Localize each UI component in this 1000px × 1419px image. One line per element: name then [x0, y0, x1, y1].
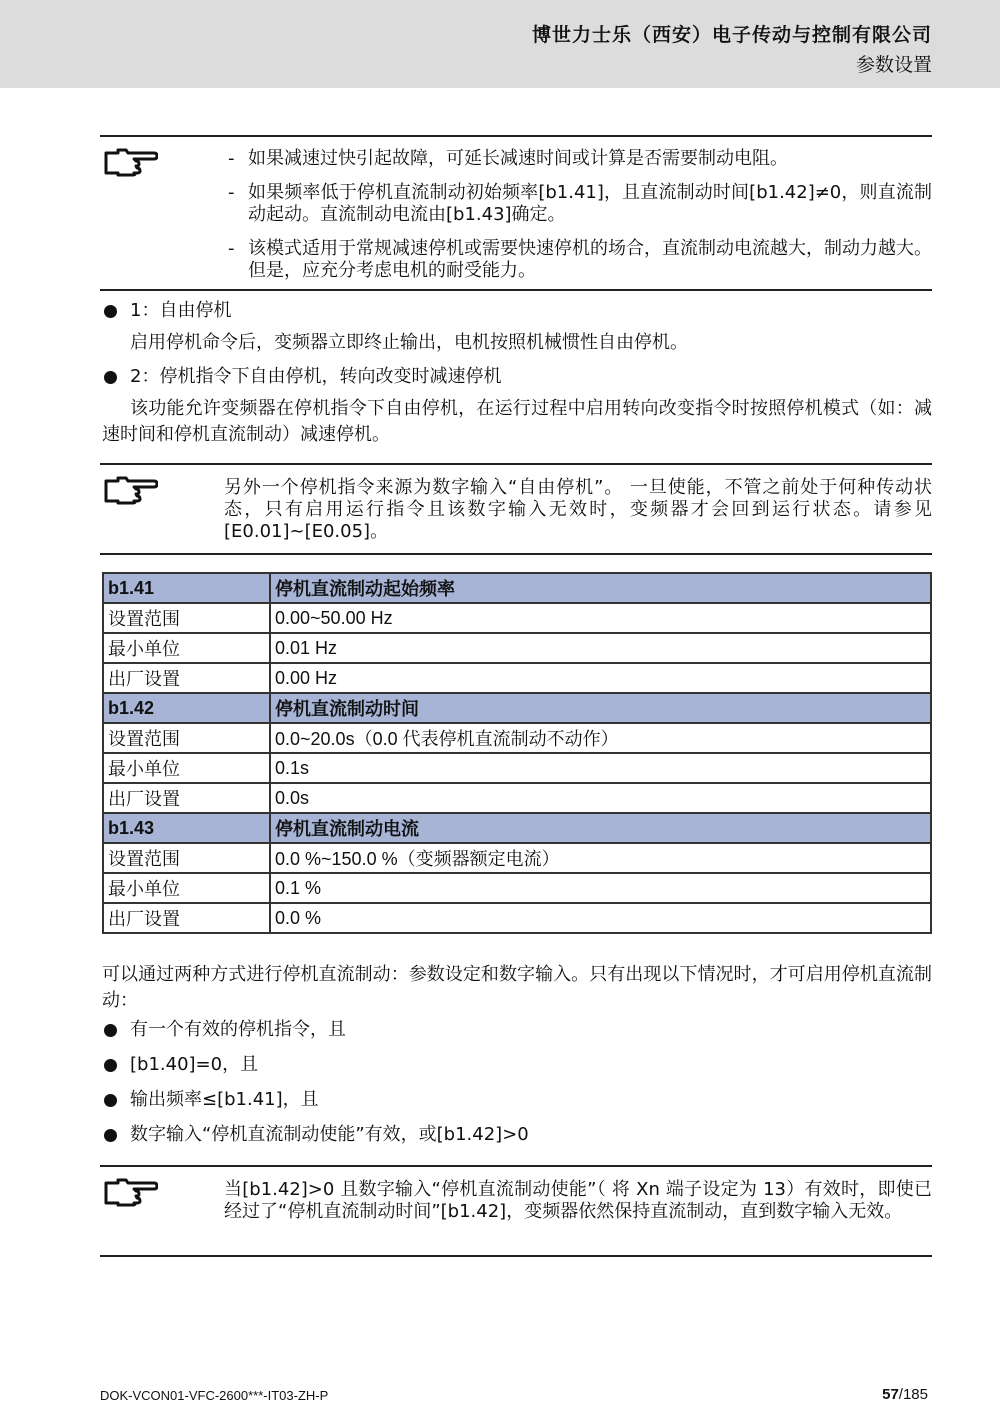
stop-mode-desc: 该功能允许变频器在停机指令下自由停机，在运行过程中启用转向改变指令时按照停机模式（如：减速时间和停机直流制动）减速停机。 — [102, 398, 932, 445]
bullet — [104, 1059, 117, 1072]
page-number — [882, 1386, 928, 1403]
table-row — [103, 783, 931, 813]
row-label: 最小单位 — [103, 873, 270, 903]
row-value: 0.0 %~150.0 %（变频器额定电流） — [270, 843, 931, 873]
row-label: 出厂设置 — [103, 783, 270, 813]
row-value: 0.0 % — [270, 903, 931, 933]
stop-mode-title: 2：停机指令下自由停机，转向改变时减速停机 — [130, 366, 502, 387]
pointing-hand-icon — [104, 147, 158, 177]
pointing-hand-icon — [104, 1177, 158, 1207]
row-label: 设置范围 — [103, 723, 270, 753]
table-row — [103, 753, 931, 783]
row-label: 最小单位 — [103, 753, 270, 783]
row-value: 0.0~20.0s（0.0 代表停机直流制动不动作） — [270, 723, 931, 753]
condition-item: 数字输入“停机直流制动使能”有效，或[b1.42]>0 — [130, 1124, 529, 1145]
note-block — [100, 135, 932, 291]
param-code: b1.43 — [103, 813, 270, 843]
bullet — [104, 371, 117, 384]
pointing-hand-icon — [104, 475, 158, 505]
param-name: 停机直流制动时间 — [270, 693, 931, 723]
note-block — [100, 463, 932, 555]
row-label: 设置范围 — [103, 603, 270, 633]
row-value: 0.00~50.00 Hz — [270, 603, 931, 633]
row-value: 0.1s — [270, 753, 931, 783]
stop-mode-desc: 启用停机命令后，变频器立即终止输出，电机按照机械惯性自由停机。 — [130, 332, 688, 353]
param-name: 停机直流制动起始频率 — [270, 573, 931, 603]
condition-item: [b1.40]=0，且 — [130, 1054, 259, 1075]
row-label: 出厂设置 — [103, 903, 270, 933]
param-header-row — [103, 813, 931, 843]
parameter-table — [102, 572, 932, 934]
company-name: 博世力士乐（西安）电子传动与控制有限公司 — [531, 24, 932, 46]
table-row — [103, 603, 931, 633]
table-row — [103, 843, 931, 873]
table-row — [103, 663, 931, 693]
row-label: 最小单位 — [103, 633, 270, 663]
dc-brake-intro: 可以通过两种方式进行停机直流制动：参数设定和数字输入。只有出现以下情况时，才可启用停机直流制动： — [102, 964, 932, 1011]
row-label: 设置范围 — [103, 843, 270, 873]
bullet — [104, 1129, 117, 1142]
param-header-row — [103, 573, 931, 603]
page-header — [0, 0, 1000, 88]
row-label: 出厂设置 — [103, 663, 270, 693]
page-total: /185 — [898, 1386, 928, 1403]
bullet — [104, 1094, 117, 1107]
table-row — [103, 873, 931, 903]
document-id: DOK-VCON01-VFC-2600***-IT03-ZH-P — [100, 1388, 329, 1403]
table-row — [103, 723, 931, 753]
param-code: b1.41 — [103, 573, 270, 603]
note-item: - 如果减速过快引起故障，可延长减速时间或计算是否需要制动电阻。 — [224, 148, 932, 170]
condition-item: 有一个有效的停机指令，且 — [130, 1019, 346, 1040]
bullet — [104, 1024, 117, 1037]
note-item: - 如果频率低于停机直流制动初始频率[b1.41]，且直流制动时间[b1.42]≠0，则直流制动起动。直流制动电流由[b1.43]确定。 — [224, 182, 932, 226]
condition-item: 输出频率≤[b1.41]，且 — [130, 1089, 319, 1110]
section-title: 参数设置 — [855, 54, 932, 76]
row-value: 0.0s — [270, 783, 931, 813]
note-text: 当[b1.42]>0 且数字输入“停机直流制动使能”（ 将 Xn 端子设定为 13）有效时，即使已经过了“停机直流制动时间”[b1.42]，变频器依然保持直流制动，直到数字输入无效。 — [224, 1179, 932, 1222]
note-text: 另外一个停机指令来源为数字输入“自由停机”。 一旦使能，不管之前处于何种传动状态，只有启用运行指令且该数字输入无效时，变频器才会回到运行状态。请参见[E0.01]~[E0.05]。 — [224, 477, 932, 542]
row-value: 0.00 Hz — [270, 663, 931, 693]
stop-mode-title: 1：自由停机 — [130, 300, 232, 321]
page-current: 57 — [882, 1386, 899, 1403]
param-code: b1.42 — [103, 693, 270, 723]
bullet — [104, 305, 117, 318]
param-header-row — [103, 693, 931, 723]
table-row — [103, 903, 931, 933]
row-value: 0.1 % — [270, 873, 931, 903]
row-value: 0.01 Hz — [270, 633, 931, 663]
param-name: 停机直流制动电流 — [270, 813, 931, 843]
table-row — [103, 633, 931, 663]
note-item: - 该模式适用于常规减速停机或需要快速停机的场合，直流制动电流越大，制动力越大。但是，应充分考虑电机的耐受能力。 — [224, 238, 932, 282]
note-block — [100, 1165, 932, 1257]
